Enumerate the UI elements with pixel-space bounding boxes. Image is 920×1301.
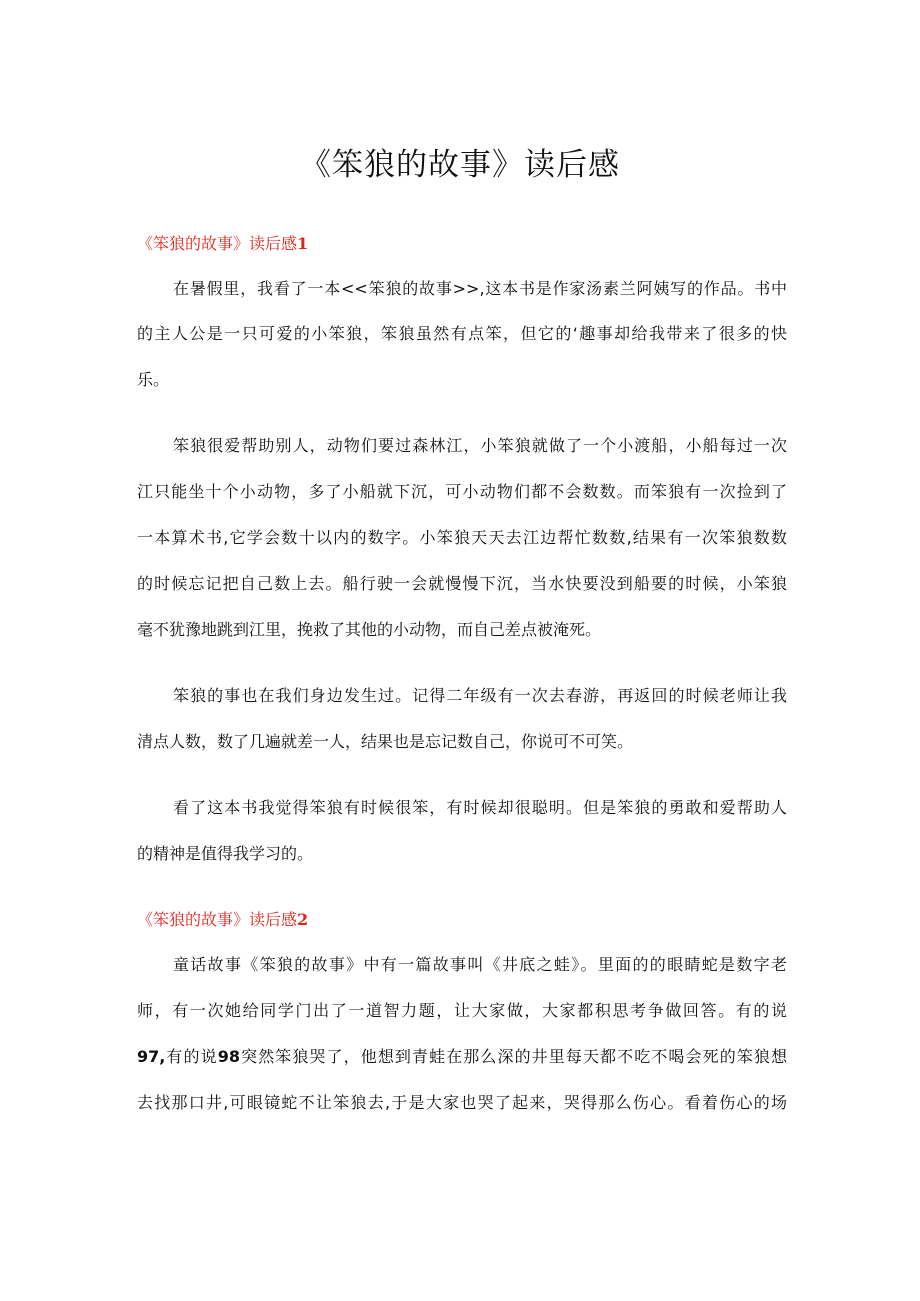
paragraph-line: 毫不犹豫地跳到江里，挽救了其他的小动物，而自己差点被淹死。 — [137, 620, 602, 639]
paragraph-line: 一本算术书,它学会数十以内的数字。小笨狼天天去江边帮忙数数,结果有一次笨狼数数 — [137, 528, 787, 547]
section-heading-number: 2 — [297, 910, 309, 929]
inline-text: 突然笨狼哭了，他想到青蛙在那么深的井里每天都不吃不喝会死的笨狼想 — [239, 1047, 787, 1066]
paragraph-line: 在暑假里，我看了一本<<笨狼的故事>>,这本书是作家汤素兰阿姨写的作品。书中 — [173, 279, 787, 298]
paragraph-line: 笨狼的事也在我们身边发生过。记得二年级有一次去春游，再返回的时候老师让我 — [173, 686, 787, 705]
paragraph-line: 的主人公是一只可爱的小笨狼，笨狼虽然有点笨，但它的‘趣事却给我带来了很多的快 — [137, 324, 787, 343]
number-text: 97, — [137, 1047, 166, 1066]
inline-text: 有的说 — [165, 1047, 218, 1066]
paragraph-line: 童话故事《笨狼的故事》中有一篇故事叫《井底之蛙》。里面的的眼睛蛇是数字老 — [173, 955, 787, 974]
paragraph-line-mixed — [137, 1045, 787, 1069]
section-heading-text: 《笨狼的故事》读后感 — [137, 910, 298, 929]
section-heading-1 — [137, 232, 308, 256]
paragraph-line: 去找那口井,可眼镜蛇不让笨狼去,于是大家也哭了起来，哭得那么伤心。看着伤心的场 — [137, 1093, 787, 1112]
paragraph-line: 江只能坐十个小动物，多了小船就下沉，可小动物们都不会数数。而笨狼有一次捡到了 — [137, 482, 787, 501]
section-heading-text: 《笨狼的故事》读后感 — [137, 234, 298, 253]
paragraph-line: 的时候忘记把自己数上去。船行驶一会就慢慢下沉，当水快要没到船要的时候，小笨狼 — [137, 574, 787, 593]
section-heading-number: 1 — [297, 234, 309, 253]
paragraph-line: 的精神是值得我学习的。 — [137, 844, 314, 863]
number-text: 98 — [217, 1047, 240, 1066]
paragraph-line: 笨狼很爱帮助别人，动物们要过森林江，小笨狼就做了一个小渡船，小船每过一次 — [173, 436, 787, 455]
document-title: 《笨狼的故事》读后感 — [300, 147, 620, 183]
section-heading-2 — [137, 908, 308, 932]
paragraph-line: 乐。 — [137, 370, 170, 389]
paragraph-line: 清点人数，数了几遍就差一人，结果也是忘记数自己，你说可不可笑。 — [137, 732, 634, 751]
paragraph-line: 师，有一次她给同学门出了一道智力题，让大家做，大家都积思考争做回答。有的说 — [137, 1001, 787, 1020]
paragraph-line: 看了这本书我觉得笨狼有时候很笨，有时候却很聪明。但是笨狼的勇敢和爱帮助人 — [173, 798, 787, 817]
